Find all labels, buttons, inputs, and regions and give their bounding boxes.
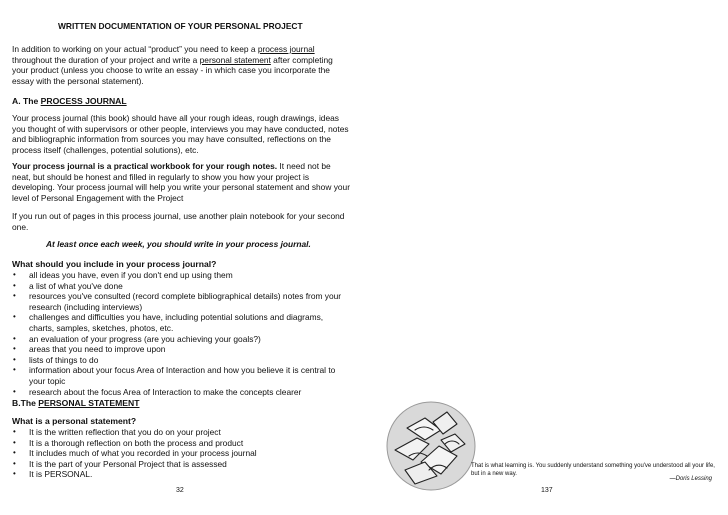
intro-paragraph: In addition to working on your actual “product” you need to keep a process journal throughout the duration of your project and write a personal statement after completing your product (unless you choose to write an essay - in which case you incorporate the essay with the personal statement).	[12, 44, 333, 86]
left-page	[0, 0, 352, 515]
personal-statement-list	[12, 427, 346, 480]
list-item: • It is a thorough reflection on both the process and product	[13, 437, 244, 448]
bullet-icon: •	[13, 270, 16, 279]
section-b-heading: B.The PERSONAL STATEMENT	[12, 398, 140, 408]
weekly-emphasis: At least once each week, you should write in your process journal.	[46, 239, 311, 249]
page-number-right: 137	[541, 487, 553, 494]
bullet-icon: •	[13, 448, 16, 458]
list-item: • It is the part of your Personal Project that is assessed	[13, 458, 227, 469]
hands-drawing-illustration	[385, 400, 477, 492]
lessing-quote: That is what learning is. You suddenly understand something you've understood all your life, but in a new way.	[471, 463, 715, 477]
bullet-icon: •	[13, 365, 16, 375]
personal-statement-term: personal statement	[199, 54, 271, 65]
bullet-icon: •	[13, 427, 16, 436]
personal-statement-question: What is a personal statement?	[12, 416, 137, 426]
list-item: • It includes much of what you recorded in your process journal	[13, 448, 257, 459]
process-journal-list	[12, 270, 346, 397]
list-item: • areas that you need to improve upon	[13, 344, 166, 355]
page-number-left: 32	[176, 487, 184, 494]
list-item: • information about your focus Area of Interaction and how you believe it is central to your topic	[13, 365, 336, 386]
page-title: WRITTEN DOCUMENTATION OF YOUR PERSONAL PROJECT	[58, 21, 303, 31]
bullet-icon: •	[13, 469, 16, 479]
bullet-icon: •	[13, 280, 16, 290]
section-a-heading: A. The PROCESS JOURNAL	[12, 96, 127, 106]
bullet-icon: •	[13, 312, 16, 322]
process-journal-question: What should you include in your process journal?	[12, 259, 217, 269]
section-a-paragraph-3: If you run out of pages in this process journal, use another plain notebook for your second one.	[12, 211, 345, 232]
section-a-paragraph-2: Your process journal is a practical workbook for your rough notes. It need not be neat, but should be honest and filled in regularly to show you how your project is developing. Your process journal will help you write your personal statement and show your level of Personal Engagement with the Project	[12, 161, 350, 203]
right-page	[365, 0, 728, 515]
list-item: • a list of what you've done	[13, 280, 123, 291]
list-item: • challenges and difficulties you have, including potential solutions and diagrams, charts, samples, sketches, photos, etc.	[13, 312, 324, 333]
bullet-icon: •	[13, 437, 16, 447]
section-a-paragraph-1: Your process journal (this book) should have all your rough ideas, rough drawings, ideas you thought of with supervisors or other people, interviews you may have conducted, notes and bibliographic information from sources you may have consulted, reflections on the process itself (challenges, potential solutions), etc.	[12, 113, 349, 155]
list-item: • It is the written reflection that you do on your project	[13, 427, 221, 437]
bullet-icon: •	[13, 354, 16, 364]
bullet-icon: •	[13, 344, 16, 354]
process-journal-term: process journal	[257, 44, 315, 54]
list-item: • an evaluation of your progress (are you achieving your goals?)	[13, 333, 261, 344]
bullet-icon: •	[13, 386, 16, 396]
bullet-icon: •	[13, 333, 16, 343]
bullet-icon: •	[13, 458, 16, 468]
list-item: • resources you've consulted (record complete bibliographical details) notes from your research (including interviews)	[13, 291, 342, 312]
list-item: • all ideas you have, even if you don't end up using them	[13, 270, 233, 280]
list-item: • lists of things to do	[13, 354, 99, 365]
quote-author: —Doris Lessing	[669, 476, 712, 482]
list-item: • research about the focus Area of Interaction to make the concepts clearer	[13, 386, 302, 397]
bullet-icon: •	[13, 291, 16, 301]
list-item: • It is PERSONAL.	[13, 469, 93, 480]
